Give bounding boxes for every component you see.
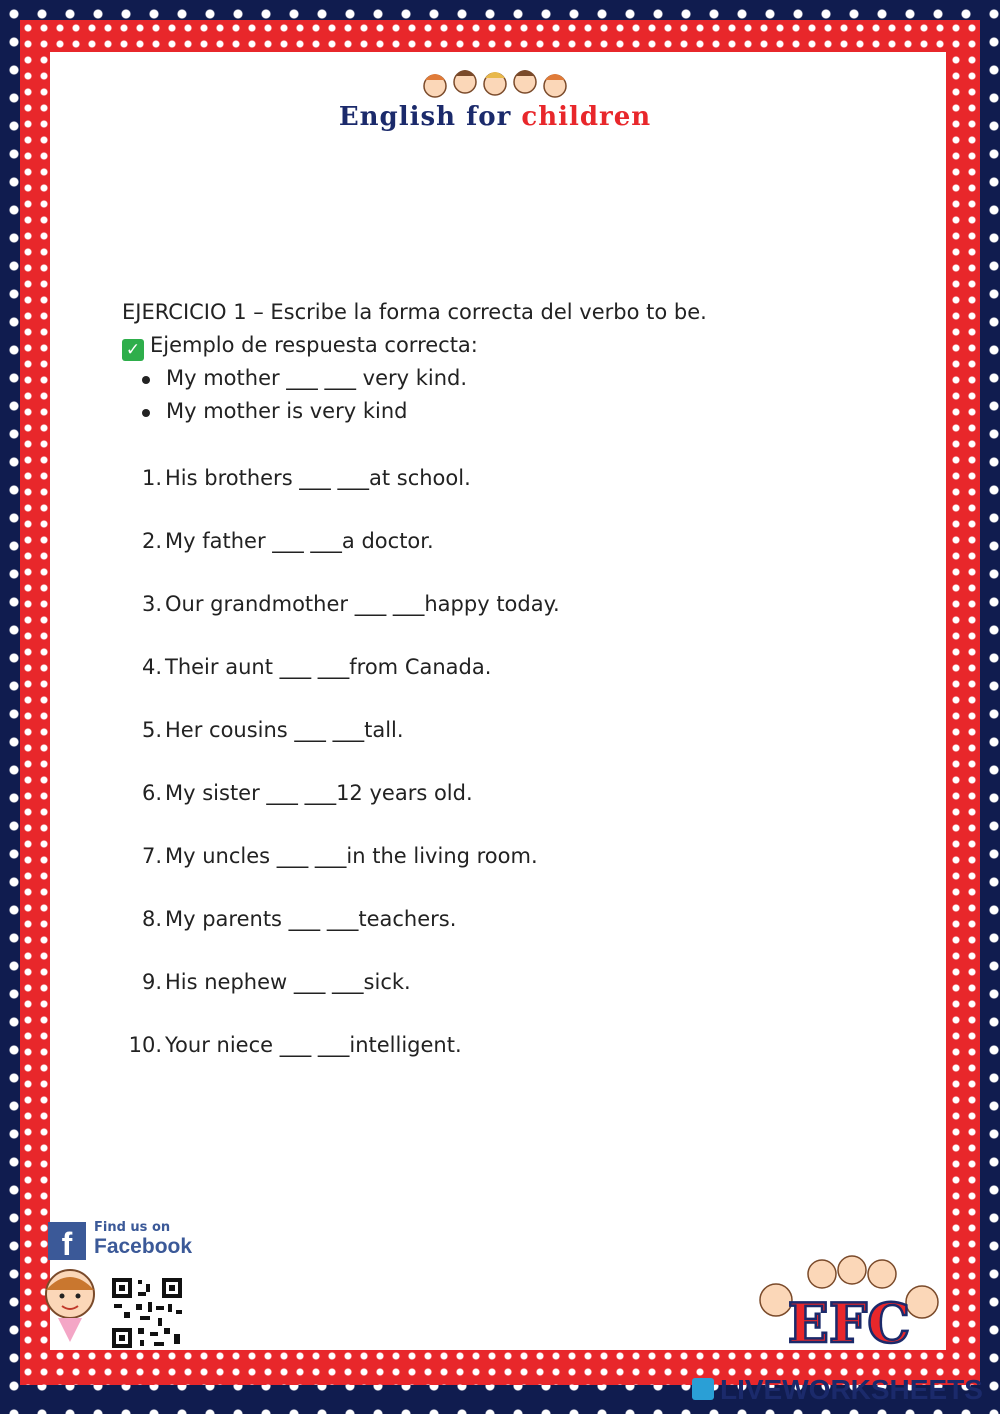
item-number: 9. bbox=[141, 970, 162, 994]
kids-illustration bbox=[415, 64, 575, 106]
item-text: His brothers ___ ___at school. bbox=[165, 466, 471, 490]
example-item: My mother ___ ___ very kind. bbox=[166, 362, 882, 395]
exercise-item bbox=[122, 1029, 882, 1092]
item-number: 2. bbox=[141, 529, 162, 553]
item-text: My parents ___ ___teachers. bbox=[165, 907, 457, 931]
exercise-item bbox=[122, 588, 882, 651]
exercise-item bbox=[122, 840, 882, 903]
exercise-list bbox=[122, 462, 882, 1092]
efc-logo bbox=[752, 1252, 947, 1352]
exercise-item bbox=[122, 651, 882, 714]
item-text: My uncles ___ ___in the living room. bbox=[165, 844, 538, 868]
liveworksheets-text: LIVEWORKSHEETS bbox=[720, 1374, 983, 1405]
item-text: Your niece ___ ___intelligent. bbox=[165, 1033, 462, 1057]
item-number: 5. bbox=[141, 718, 162, 742]
facebook-label: Facebook bbox=[94, 1235, 193, 1258]
exercise-content bbox=[122, 296, 882, 1092]
item-text: My sister ___ ___12 years old. bbox=[165, 781, 473, 805]
facebook-find-us: Find us on bbox=[94, 1220, 171, 1235]
item-number: 4. bbox=[141, 655, 162, 679]
efc-text: EFC bbox=[787, 1291, 911, 1352]
example-item: My mother is very kind bbox=[166, 395, 882, 428]
exercise-item bbox=[122, 777, 882, 840]
check-mark-icon: ✓ bbox=[122, 339, 144, 361]
exercise-item bbox=[122, 966, 882, 1029]
english-for-children-logo bbox=[330, 64, 660, 144]
item-number: 3. bbox=[141, 592, 162, 616]
exercise-instruction: EJERCICIO 1 – Escribe la forma correcta del verbo to be. bbox=[122, 300, 707, 324]
exercise-item bbox=[122, 714, 882, 777]
item-number: 7. bbox=[141, 844, 162, 868]
facebook-badge[interactable] bbox=[48, 1220, 208, 1262]
example-list bbox=[122, 362, 882, 428]
logo-word-for: for bbox=[466, 102, 512, 132]
example-heading-text: Ejemplo de respuesta correcta: bbox=[150, 333, 478, 357]
item-number: 10. bbox=[128, 1033, 162, 1057]
item-text: Her cousins ___ ___tall. bbox=[165, 718, 404, 742]
item-text: Our grandmother ___ ___happy today. bbox=[165, 592, 560, 616]
item-text: My father ___ ___a doctor. bbox=[165, 529, 434, 553]
qr-code[interactable] bbox=[110, 1276, 184, 1350]
facebook-icon: f bbox=[48, 1222, 86, 1260]
logo-word-children: children bbox=[521, 102, 652, 132]
girl-illustration bbox=[30, 1262, 110, 1352]
example-heading bbox=[122, 329, 882, 362]
liveworksheets-icon bbox=[692, 1378, 714, 1400]
item-number: 8. bbox=[141, 907, 162, 931]
exercise-item bbox=[122, 462, 882, 525]
logo-word-english: English bbox=[338, 102, 457, 132]
item-text: His nephew ___ ___sick. bbox=[165, 970, 411, 994]
item-text: Their aunt ___ ___from Canada. bbox=[165, 655, 492, 679]
item-number: 1. bbox=[141, 466, 162, 490]
item-number: 6. bbox=[141, 781, 162, 805]
exercise-item bbox=[122, 903, 882, 966]
exercise-item bbox=[122, 525, 882, 588]
